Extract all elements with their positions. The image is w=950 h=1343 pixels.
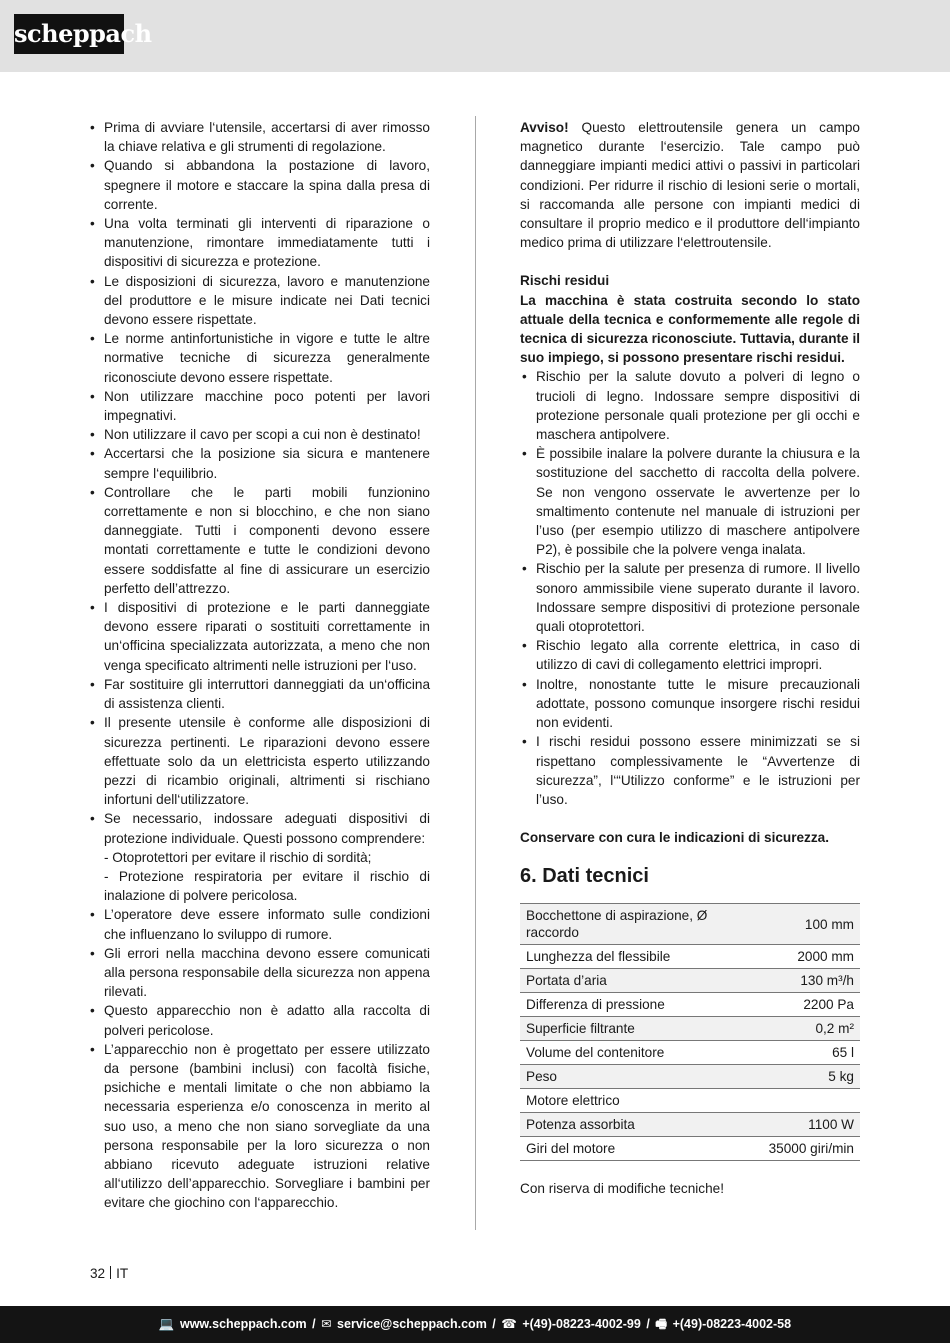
footer-website[interactable]: www.scheppach.com	[179, 1317, 307, 1331]
page-footer	[0, 1306, 950, 1343]
technical-changes-note: Con riserva di modifiche tecniche!	[520, 1181, 724, 1197]
spec-value: 65 l	[763, 1041, 860, 1065]
list-item-ppe	[88, 809, 430, 905]
page-header	[0, 0, 950, 72]
list-item: • Accertarsi che la posizione sia sicura e mantenere sempre l‘equilibrio.	[88, 444, 430, 482]
list-item: • Una volta terminati gli interventi di riparazione o manutenzione, rimontare immediatamente tutti i dispositivi di sicurezza e protezione.	[88, 214, 430, 272]
page-number-separator	[110, 1266, 111, 1279]
table-row	[520, 945, 860, 969]
list-item: • Controllare che le parti mobili funzionino correttamente e non si blocchino, e che non siano danneggiate. Tutti i componenti devono essere montati correttamente e tutte le condizioni devono essere soddisfatte al fine di assicurare un esercizio perfetto dell’attrezzo.	[88, 483, 430, 598]
mail-icon: ✉	[321, 1317, 332, 1331]
page-language: IT	[116, 1266, 129, 1281]
table-row	[520, 1089, 860, 1113]
section-title: 6. Dati tecnici	[520, 865, 649, 888]
spec-value: 2200 Pa	[763, 993, 860, 1017]
spec-label: Differenza di pressione	[520, 993, 763, 1017]
spec-value: 35000 giri/min	[763, 1137, 860, 1161]
spec-label: Superficie filtrante	[520, 1017, 763, 1041]
list-item: • Rischio per la salute dovuto a polveri di legno o trucioli di legno. Indossare sempre dispositivi di protezione personale quali protezione per gli occhi e maschera antipolvere.	[520, 367, 860, 444]
residual-risks-list	[520, 367, 860, 809]
list-item: • Rischio per la salute per presenza di rumore. Il livello sonoro ammissibile viene superato durante il lavoro. Indossare sempre dispositivi di protezione personale quali otoprotettori.	[520, 559, 860, 636]
spec-label: Potenza assorbita	[520, 1113, 763, 1137]
spec-value: 2000 mm	[763, 945, 860, 969]
list-item: • I dispositivi di protezione e le parti danneggiate devono essere riparati o sostituiti correttamente in un‘officina specializzata autorizzata, a meno che non venga specificato altrimenti nelle istruzioni per l‘uso.	[88, 598, 430, 675]
phone-icon: ☎	[501, 1317, 517, 1331]
footer-separator: /	[312, 1317, 316, 1331]
list-item: • L’operatore deve essere informato sulle condizioni che influenzano lo sviluppo di rumore.	[88, 905, 430, 943]
list-item: • Non utilizzare macchine poco potenti per lavori impegnativi.	[88, 387, 430, 425]
residual-risks-intro: La macchina è stata costruita secondo lo stato attuale della tecnica e conformemente alle regole di tecnica di sicurezza riconosciute. Tuttavia, durante il suo impiego, si possono presentare rischi residui.	[520, 292, 860, 366]
list-item: • Inoltre, nonostante tutte le misure precauzionali adottate, possono comunque insorgere rischi residui non evidenti.	[520, 675, 860, 733]
table-row	[520, 1017, 860, 1041]
spec-value: 1100 W	[763, 1113, 860, 1137]
list-item: • Prima di avviare l‘utensile, accertarsi di aver rimosso la chiave relativa e gli strumenti di regolazione.	[88, 118, 430, 156]
warning-paragraph	[520, 118, 860, 252]
spec-value	[763, 1089, 860, 1113]
footer-fax: +(49)-08223-4002-58	[672, 1317, 792, 1331]
scheppach-logo: scheppach	[14, 14, 124, 54]
right-column	[520, 118, 860, 1199]
list-item: • Rischio legato alla corrente elettrica, in caso di utilizzo di cavi di collegamento elettrici impropri.	[520, 636, 860, 674]
ppe-sub-hearing: - Otoprotettori per evitare il rischio di sordità;	[104, 849, 372, 865]
spec-value: 0,2 m²	[763, 1017, 860, 1041]
computer-icon: 💻	[158, 1317, 175, 1331]
keep-instructions-note: Conservare con cura le indicazioni di sicurezza.	[520, 830, 829, 846]
warning-text: Questo elettroutensile genera un campo magnetico durante l‘esercizio. Tale campo può danneggiare impianti medici attivi o passivi in particolari condizioni. Per ridurre il rischio di lesioni serie o mortali, si raccomanda alle persone con impianti medici di consultare il proprio medico e il produttore dell‘impianto medico prima di utilizzare l‘elettroutensile.	[520, 120, 860, 251]
footer-phone: +(49)-08223-4002-99	[522, 1317, 641, 1331]
ppe-text: Se necessario, indossare adeguati dispositivi di protezione individuale. Questi possono comprendere:	[104, 811, 430, 846]
list-item: • Gli errori nella macchina devono essere comunicati alla persona responsabile della sicurezza non appena rilevati.	[88, 944, 430, 1002]
page-number-value: 32	[90, 1266, 106, 1281]
table-row	[520, 904, 860, 945]
list-item: • Le norme antinfortunistiche in vigore e tutte le altre normative tecniche di sicurezza generalmente riconosciute devono essere rispettate.	[88, 329, 430, 387]
table-row	[520, 1113, 860, 1137]
footer-email[interactable]: service@scheppach.com	[337, 1317, 487, 1331]
spec-label: Bocchettone di aspirazione, Ø raccordo	[520, 904, 763, 945]
ppe-sub-respiratory: - Protezione respiratoria per evitare il rischio di inalazione di polvere pericolosa.	[104, 868, 430, 904]
list-item: • Il presente utensile è conforme alle disposizioni di sicurezza pertinenti. Le riparazioni devono essere effettuate solo da un elettricista esperto utilizzando pezzi di ricambio originali, altrimenti si rischiano infortuni dell‘utilizzatore.	[88, 713, 430, 809]
spec-label: Giri del motore	[520, 1137, 763, 1161]
table-row	[520, 1041, 860, 1065]
spec-label: Motore elettrico	[520, 1089, 763, 1113]
list-item: • Le disposizioni di sicurezza, lavoro e manutenzione del produttore e le misure indicate nei Dati tecnici devono essere rispettate.	[88, 272, 430, 330]
list-item: • I rischi residui possono essere minimizzati se si rispettano complessivamente le “Avvertenze di sicurezza”, l‘“Utilizzo conforme” e le istruzioni per l’uso.	[520, 732, 860, 809]
table-row	[520, 1137, 860, 1161]
spec-label: Lunghezza del flessibile	[520, 945, 763, 969]
footer-separator: /	[646, 1317, 650, 1331]
list-item: • Non utilizzare il cavo per scopi a cui non è destinato!	[88, 425, 430, 444]
spec-label: Peso	[520, 1065, 763, 1089]
page-number	[90, 1266, 128, 1281]
spec-value: 5 kg	[763, 1065, 860, 1089]
list-item: • È possibile inalare la polvere durante la chiusura e la sostituzione del sacchetto di raccolta della polvere. Se non vengono osservate le avvertenze per lo smaltimento contenute nel manuale di istruzioni per l’uso (per esempio utilizzo di maschere antipolvere P2), è possibile che la polvere venga inalata.	[520, 444, 860, 559]
table-row	[520, 969, 860, 993]
column-divider	[475, 116, 476, 1230]
spec-value: 130 m³/h	[763, 969, 860, 993]
technical-data-table	[520, 903, 860, 1161]
table-row	[520, 993, 860, 1017]
spec-value: 100 mm	[763, 904, 860, 945]
list-item: • L’apparecchio non è progettato per essere utilizzato da persone (bambini inclusi) con facoltà fisiche, psichiche e mentali limitate o che non abbiamo la necessaria esperienza e/o conoscenza in merito al suo uso, a meno che non siano sorvegliate da una persona responsabile per la loro sicurezza o non abbiano ricevuto adeguate istruzioni relative all‘utilizzo dell’apparecchio. Sorvegliare i bambini per evitare che giochino con l‘apparecchio.	[88, 1040, 430, 1213]
list-item: • Quando si abbandona la postazione di lavoro, spegnere il motore e staccare la spina dalla presa di corrente.	[88, 156, 430, 214]
list-item: • Far sostituire gli interruttori danneggiati da un‘officina di assistenza clienti.	[88, 675, 430, 713]
list-item: • Questo apparecchio non è adatto alla raccolta di polveri pericolose.	[88, 1001, 430, 1039]
warning-label: Avviso!	[520, 120, 569, 135]
spec-label: Portata d’aria	[520, 969, 763, 993]
residual-risks-title: Rischi residui	[520, 273, 610, 289]
safety-list	[88, 118, 430, 1213]
table-row	[520, 1065, 860, 1089]
fax-icon: 🖷	[655, 1317, 668, 1331]
spec-label: Volume del contenitore	[520, 1041, 763, 1065]
footer-separator: /	[492, 1317, 496, 1331]
left-column	[88, 118, 430, 1213]
